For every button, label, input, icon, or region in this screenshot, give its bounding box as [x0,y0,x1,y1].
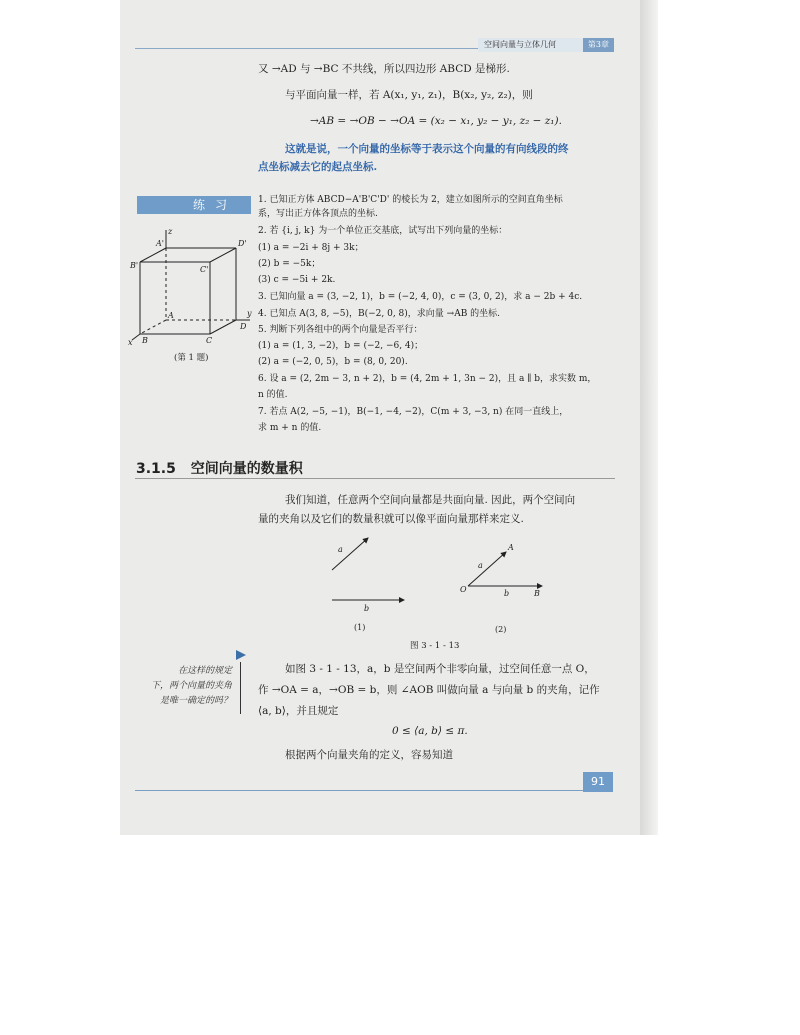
cube-edge [140,248,166,262]
section-name: 空间向量的数量积 [190,461,303,477]
body-line: 作 →OA = a，→OB = b，则 ∠AOB 叫做向量 a 与向量 b 的夹角，记作 [258,684,600,696]
label-b: b [504,589,510,598]
label-a: a [478,561,483,570]
chapter-badge: 第3章 [583,38,614,52]
exercise-line: (1) a = (1, 3, −2)，b = (−2, −6, 4)； [258,341,424,351]
cube-edge [210,248,236,262]
exercise-banner: 练习 [137,196,251,214]
text-line: 与平面向量一样，若 A(x₁, y₁, z₁)，B(x₂, y₂, z₂)，则 [285,89,533,101]
exercise-line: n 的值. [258,390,288,400]
angle-range: 0 ≤ ⟨a, b⟩ ≤ π. [392,725,468,737]
exercise-line: (2) b = −5k； [258,259,321,269]
exercise-line: (3) c = −5i + 2k. [258,275,336,285]
exercise-line: 3. 已知向量 a = (3, −2, 1)，b = (−2, 4, 0)，c = (3, 0, 2)，求 a − 2b + 4c. [258,292,583,302]
section-title [136,458,303,478]
point-B: B [534,589,540,598]
exercise-line: 求 m + n 的值. [258,423,322,433]
axis-label-y: y [247,309,252,318]
body-line: 如图 3 - 1 - 13，a，b 是空间两个非零向量，过空间任意一点 O， [285,663,595,675]
emphasis-line: 点坐标减去它的起点坐标. [258,161,378,173]
point-A: A [508,543,514,552]
axis-label-z: z [168,227,173,236]
cube-hidden-edge [140,320,166,334]
body-line: 根据两个向量夹角的定义，容易知道 [285,749,453,761]
vertex-label: A' [156,239,164,248]
cube-figure [128,222,258,347]
section-rule [135,478,615,479]
section-number: 3.1.5 [136,461,176,477]
margin-note [136,664,232,709]
label-b: b [364,604,370,613]
running-header [478,38,614,52]
vertex-label: B [142,336,148,345]
vector-OA [468,552,506,586]
x-axis [132,334,140,340]
header-title: 空间向量与立体几何 [484,40,556,49]
body-line: ⟨a, b⟩，并且规定 [258,705,339,717]
vector-a-free [332,538,368,570]
intro-line: 量的夹角以及它们的数量积就可以像平面向量那样来定义. [258,513,524,525]
angle-figure [320,532,560,642]
cube-edge [210,320,236,334]
exercise-line: 1. 已知正方体 ABCD−A'B'C'D' 的棱长为 2，建立如图所示的空间直角坐标 [258,195,563,205]
exercise-line: (2) a = (−2, 0, 5)，b = (8, 0, 20). [258,357,408,367]
subfigure-label: (2) [495,625,507,634]
note-flag-icon [236,650,246,660]
margin-note-line: 是唯一确定的吗？ [159,696,232,706]
page-spine-shadow [640,0,658,835]
exercise-line: 2. 若 {i, j, k} 为一个单位正交基底，试写出下列向量的坐标： [258,226,508,236]
figure-caption: (第 1 题) [174,353,209,363]
exercise-line: (1) a = −2i + 8j + 3k； [258,243,364,253]
vertex-label: A [168,311,174,320]
label-a: a [338,545,343,554]
vertex-label: C [206,336,213,345]
page-number: 91 [583,772,613,792]
exercise-line: 4. 已知点 A(3, 8, −5)，B(−2, 0, 8)，求向量 →AB 的坐标. [258,309,501,319]
point-O: O [460,585,467,594]
text-line: 又 →AD 与 →BC 不共线，所以四边形 ABCD 是梯形. [258,63,510,75]
figure-caption: 图 3 - 1 - 13 [410,641,460,651]
intro-line: 我们知道，任意两个空间向量都是共面向量. 因此，两个空间向 [285,494,576,506]
exercise-line: 7. 若点 A(2, −5, −1)，B(−1, −4, −2)，C(m + 3, −3, n) 在同一直线上， [258,407,569,417]
vertex-label: D' [238,239,247,248]
subfigure-label: (1) [354,623,366,632]
vertex-label: C' [200,265,209,274]
exercise-line: 6. 设 a = (2, 2m − 3, n + 2)，b = (4, 2m + 1, 3n − 2)，且 a ∥ b，求实数 m， [258,374,597,384]
coordinate-formula: →AB = →OB − →OA = (x₂ − x₁, y₂ − y₁, z₂ − z₁). [310,115,562,127]
margin-note-bracket [236,662,241,714]
exercise-line: 5. 判断下列各组中的两个向量是否平行： [258,325,423,335]
footer-rule [135,790,583,791]
vertex-label: B' [130,261,139,270]
vertex-label: D [240,322,247,331]
axis-label-x: x [128,338,133,347]
emphasis-line: 这就是说，一个向量的坐标等于表示这个向量的有向线段的终 [285,143,569,155]
margin-note-line: 下，两个向量的夹角 [150,681,232,691]
margin-note-line: 在这样的规定 [177,666,232,676]
exercise-line: 系，写出正方体各顶点的坐标. [258,209,378,219]
